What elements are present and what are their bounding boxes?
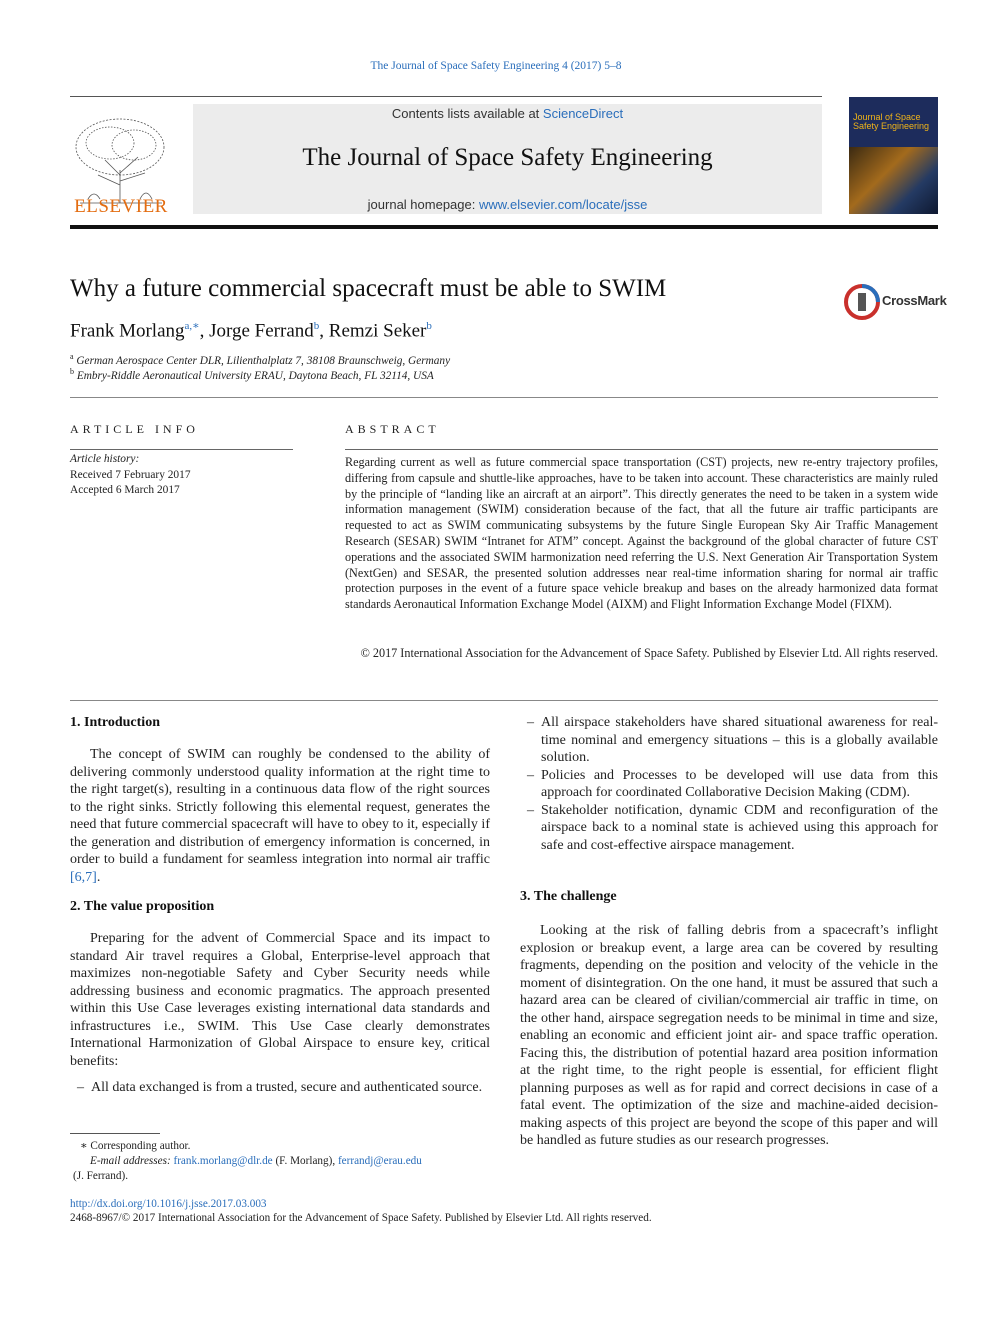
footnote-rule: [70, 1133, 160, 1134]
email-label: E-mail addresses:: [90, 1155, 171, 1167]
list-item: – All airspace stakeholders have shared situational awareness for real-time nominal and emergency situations – this is a globally available solution.: [527, 715, 938, 765]
section-heading-introduction: 1. Introduction: [70, 715, 160, 730]
abstract-heading: ABSTRACT: [345, 422, 440, 436]
received-date: Received 7 February 2017: [70, 468, 191, 481]
email-owner: (J. Ferrand).: [73, 1170, 128, 1182]
benefit-list-continued: [520, 714, 938, 854]
article-history: [70, 452, 191, 499]
benefit-list: [70, 1079, 490, 1097]
divider: [70, 397, 938, 398]
list-item: – Stakeholder notification, dynamic CDM and reconfiguration of the airspace back to a nominal state is achieved using this approach for safe and cost-effective airspace management.: [527, 802, 938, 853]
homepage-prefix: journal homepage:: [367, 197, 479, 212]
affiliation-text: Embry-Riddle Aeronautical University ERAU, Daytona Beach, FL 32114, USA: [76, 369, 434, 382]
author-affil-mark[interactable]: b: [313, 320, 320, 332]
accepted-date: Accepted 6 March 2017: [70, 484, 180, 496]
email-link[interactable]: frank.morlang@dlr.de: [173, 1155, 273, 1167]
journal-homepage: [193, 197, 822, 212]
doi-link[interactable]: http://dx.doi.org/10.1016/j.jsse.2017.03.003: [70, 1198, 267, 1210]
value-proposition-paragraph: Preparing for the advent of Commercial Space and its impact to standard Air travel requires a Global, Enterprise-level approach that maximizes non-negotiable Safety and Cyber Security needs while addressing business and economic pragmatics. The approach presented within this Use Case leverages existing international data standards and infrastructures i.e., SWIM. This Use Case clearly demonstrates International Harmonization of Global Airspace to ensure key, critical benefits:: [70, 931, 490, 1069]
issn-copyright: 2468-8967/© 2017 International Association for the Advancement of Space Safety. Published by Elsevier Ltd. All rights reserved.: [70, 1212, 652, 1224]
reference-link[interactable]: [6,7]: [70, 869, 97, 885]
journal-cover-thumbnail[interactable]: [849, 97, 938, 214]
homepage-link[interactable]: www.elsevier.com/locate/jsse: [478, 197, 648, 212]
email-line: [70, 1154, 422, 1169]
sentence-end: .: [96, 869, 101, 885]
cover-title: Journal of Space Safety Engineering: [853, 112, 930, 131]
divider: [345, 449, 938, 450]
affiliation: [70, 367, 434, 382]
journal-citation[interactable]: The Journal of Space Safety Engineering 4 (2017) 5–8: [370, 60, 622, 72]
footnote-mark: ∗: [80, 1140, 88, 1152]
list-item-text: All airspace stakeholders have shared situational awareness for real-time nominal and emergency situations – this is a globally available solution.: [541, 715, 938, 765]
author-name[interactable]: Frank Morlang: [70, 320, 185, 342]
author-affil-mark[interactable]: b: [426, 320, 432, 332]
list-item-text: Policies and Processes to be developed will use data from this approach for coordinated Collaborative Decision Making (CDM).: [541, 767, 938, 800]
corresponding-author-note: [70, 1139, 422, 1154]
cover-image: [849, 147, 938, 214]
crossmark-label[interactable]: CrossMark: [882, 293, 947, 308]
list-item: – Policies and Processes to be developed will use data from this approach for coordinated Collaborative Decision Making (CDM).: [527, 767, 938, 800]
article-info-heading: ARTICLE INFO: [70, 422, 199, 436]
divider: [70, 449, 293, 450]
header-bottom-rule: [70, 225, 938, 229]
list-item-text: Stakeholder notification, dynamic CDM and reconfiguration of the airspace back to a nominal state is achieved using this approach for safe and cost-effective airspace management.: [541, 802, 938, 853]
author-affil-mark[interactable]: a,∗: [184, 320, 200, 332]
crossmark-icon[interactable]: [844, 284, 880, 320]
article-title: Why a future commercial spacecraft must be able to SWIM: [70, 275, 667, 302]
contents-availability: [193, 106, 822, 121]
list-item: – All data exchanged is from a trusted, secure and authenticated source.: [77, 1080, 483, 1095]
corresponding-author-text: Corresponding author.: [90, 1140, 191, 1152]
section-heading-value-proposition: 2. The value proposition: [70, 899, 215, 914]
affiliation-key: a: [70, 352, 74, 361]
author-list: Frank Morlang$^{a,∗}$, Jorge Ferrand$^b$, Remzi Seker$^b$: [70, 320, 432, 342]
affiliation-key: b: [70, 367, 74, 376]
history-label: Article history:: [70, 453, 140, 465]
header-top-rule: [70, 96, 822, 97]
author-name[interactable]: Remzi Seker: [328, 320, 427, 342]
footnote: [70, 1139, 422, 1184]
abstract-text: Regarding current as well as future commercial space transportation (CST) projects, new re-entry trajectory profiles, differing from capsule and shuttle-like approaches, have to be taken into account. These characteristics are mainly ruled by the principle of “landing like an aircraft at an airport”. This directly generates the need to be taken in a system wide information management (SWIM) consideration because of the fact, that all the future air traffic participants are requested to act as SWIM communicating subsystems by the future Single European Sky Air Traffic Management Research (SESAR) SWIM “Intranet for ATM” concept. Against the background of the global character of future CST operations and the associated SWIM harmonization need referring the U.S. Next Generation Air Transportation System (NextGen) and SESAR, the presented solution addresses near real-time information sharing for normal air traffic protection purposes in the event of a future space vehicle breakup and bases on the already harmonized data format standards Aeronautical Information Exchange Model (AIXM) and Flight Information Exchange Model (FIXM).: [345, 455, 938, 612]
affiliation-text: German Aerospace Center DLR, Lilienthalplatz 7, 38108 Braunschweig, Germany: [76, 354, 451, 367]
elsevier-wordmark: ELSEVIER: [74, 196, 168, 217]
author-name[interactable]: Jorge Ferrand: [209, 320, 314, 342]
contents-prefix: Contents lists available at: [391, 106, 543, 121]
sciencedirect-link[interactable]: ScienceDirect: [542, 106, 624, 121]
challenge-paragraph: Looking at the risk of falling debris from a spacecraft’s inflight explosion or breakup event, a large area can be covered by resulting fragments, depending on the position and velocity of the vehicle in the moment of disintegration. On the one hand, it must be assured that such a hazard area can be cleared of civilian/commercial air traffic in time, on the other hand, airspace segregation needs to be minimal in time and size, enabling an economic and efficient joint air- and space traffic operation. Facing this, the distribution of potential hazard area position information at the right time, to the right people is essential, for efficient flight planning purposes as well as for rapid and correct decisions in case of a fatal event. The optimization of the size and machine-aided decision-making aspects of this project are beyond the scope of this paper and will be handled as future studies as our research progresses.: [520, 923, 938, 1148]
email-owner: (F. Morlang),: [272, 1155, 338, 1167]
divider: [70, 700, 938, 701]
journal-title[interactable]: The Journal of Space Safety Engineering: [302, 144, 713, 171]
list-item-text: All data exchanged is from a trusted, secure and authenticated source.: [91, 1080, 483, 1095]
introduction-text: The concept of SWIM can roughly be condensed to the ability of delivering commonly understood quality information at the right time to the right target(s), resulting in a continuous data flow of the right sources to the right sinks. Strictly following this elemental request, generates the need that future commercial spacecraft will have to obey to it, especially if the generation and distribution of emergency information is concerned, in order to build a fundament for seamless integration into normal air traffic: [70, 747, 490, 867]
affiliation: [70, 352, 450, 367]
abstract-copyright: © 2017 International Association for the Advancement of Space Safety. Published by Elsevier Ltd. All rights reserved.: [360, 646, 938, 660]
email-link[interactable]: ferrandj@erau.edu: [337, 1155, 422, 1167]
section-heading-challenge: 3. The challenge: [520, 889, 617, 904]
introduction-paragraph: [70, 746, 490, 886]
